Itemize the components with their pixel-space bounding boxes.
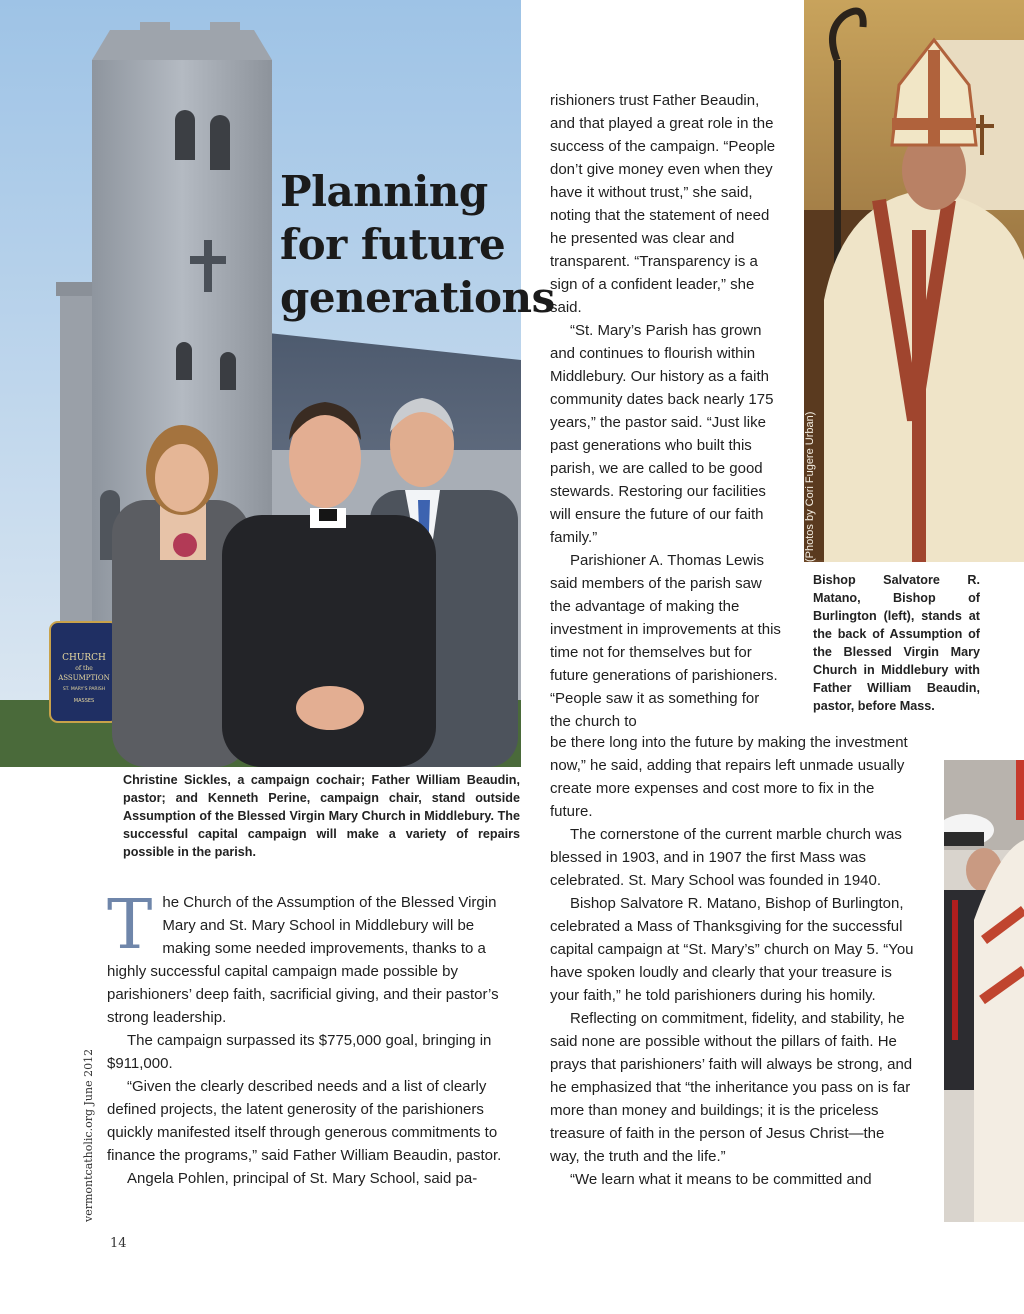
article-column-right-narrow (550, 89, 782, 733)
procession-photo (944, 760, 1024, 1222)
article-paragraph: be there long into the future by making the investment now,” he said, adding that repairs left unmade usually create more expenses and cost more to fix in the future. (550, 734, 908, 820)
caption-main: Christine Sickles, a campaign cochair; Father William Beaudin, pastor; and Kenneth Perine, campaign chair, stand outside Assumption of the Blessed Virgin Mary Church in Middlebury. The successful capital campaign will make a variety of repairs possible in the parish. (123, 773, 520, 859)
article-paragraph: The cornerstone of the current marble church was blessed in 1903, and in 1907 the first Mass was celebrated. St. Mary School was founded in 1940. (550, 826, 902, 889)
sign-line1: CHURCH (62, 653, 106, 663)
article-paragraph: Bishop Salvatore R. Matano, Bishop of Burlington, celebrated a Mass of Thanksgiving for the successful capital campaign at “St. Mary’s” church on May 5. “You have spoken loudly and clearly that your treasure is your faith,” he told parishioners during his homily. (550, 895, 914, 1004)
hero-photo (0, 0, 555, 767)
article-paragraph-text: he Church of the Assumption of the Blessed Virgin Mary and St. Mary School in Middlebury will be making some needed improvements, thanks to a highly successful capital campaign made possible by parishioners’ deep faith, sacrificial giving, and their pastor’s strong leadership. (107, 894, 499, 1026)
article-paragraph: “Given the clearly described needs and a list of clearly defined projects, the latent generosity of the parishioners quickly manifested itself through generous commitments to finance the programs,” said Father William Beaudin, pastor. (107, 1078, 502, 1164)
page-number: 14 (110, 1236, 127, 1251)
article-paragraph: The campaign surpassed its $775,000 goal, bringing in $911,000. (107, 1032, 492, 1072)
caption-bishop: Bishop Salvatore R. Matano, Bishop of Burlington (left), stands at the back of Assumption of the Blessed Virgin Mary Church in Middlebury with Father William Beaudin, pastor, before Mass. (813, 573, 980, 713)
article-paragraph: “We learn what it means to be committed and (570, 1171, 872, 1188)
sign-line5: MASSES (73, 698, 95, 704)
bishop-photo (804, 0, 1024, 562)
photo-credit: (Photos by Cori Fugere Urban) (804, 411, 816, 562)
article-paragraph: Parishioner A. Thomas Lewis said members of the parish saw the advantage of making the investment in improvements at this time not for themselves but for future generations of parishioners. “People saw it as something for the church to (550, 552, 781, 730)
sign-line2: of the (75, 665, 93, 672)
folio-issue: vermontcatholic.org June 2012 (82, 1048, 95, 1222)
sign-line3: ASSUMPTION (58, 674, 110, 682)
drop-cap: T (107, 886, 153, 965)
article-paragraph: Angela Pohlen, principal of St. Mary School, said pa- (127, 1170, 478, 1187)
article-paragraph: “St. Mary’s Parish has grown and continues to flourish within Middlebury. Our history as a faith community dates back nearly 175 years,” the pastor said. “Just like past generations who built this parish, we are called to be good stewards. Restoring our facilities will ensure the future of our faith family.” (550, 322, 774, 546)
article-paragraph: rishioners trust Father Beaudin, and that played a great role in the success of the campaign. “People don’t give money even when they have it without trust,” she said, noting that the statement of need he presented was clear and transparent. “Transparency is a sign of a confident leader,” she said. (550, 92, 776, 316)
headline: Planning for future generations (280, 167, 555, 322)
sign-line4: ST. MARY'S PARISH (62, 687, 106, 692)
article-paragraph (107, 886, 520, 1029)
article-column-left (107, 886, 520, 1190)
article-column-right-wide (550, 731, 918, 1191)
article-paragraph: Reflecting on commitment, fidelity, and stability, he said none are possible without the pillars of faith. He prays that parishioners’ faith will always be strong, and he emphasized that “the inheritance you pass on is far more than money and buildings; it is the priceless treasure of faith in the person of Jesus Christ—the way, the truth and the life.” (550, 1010, 913, 1165)
